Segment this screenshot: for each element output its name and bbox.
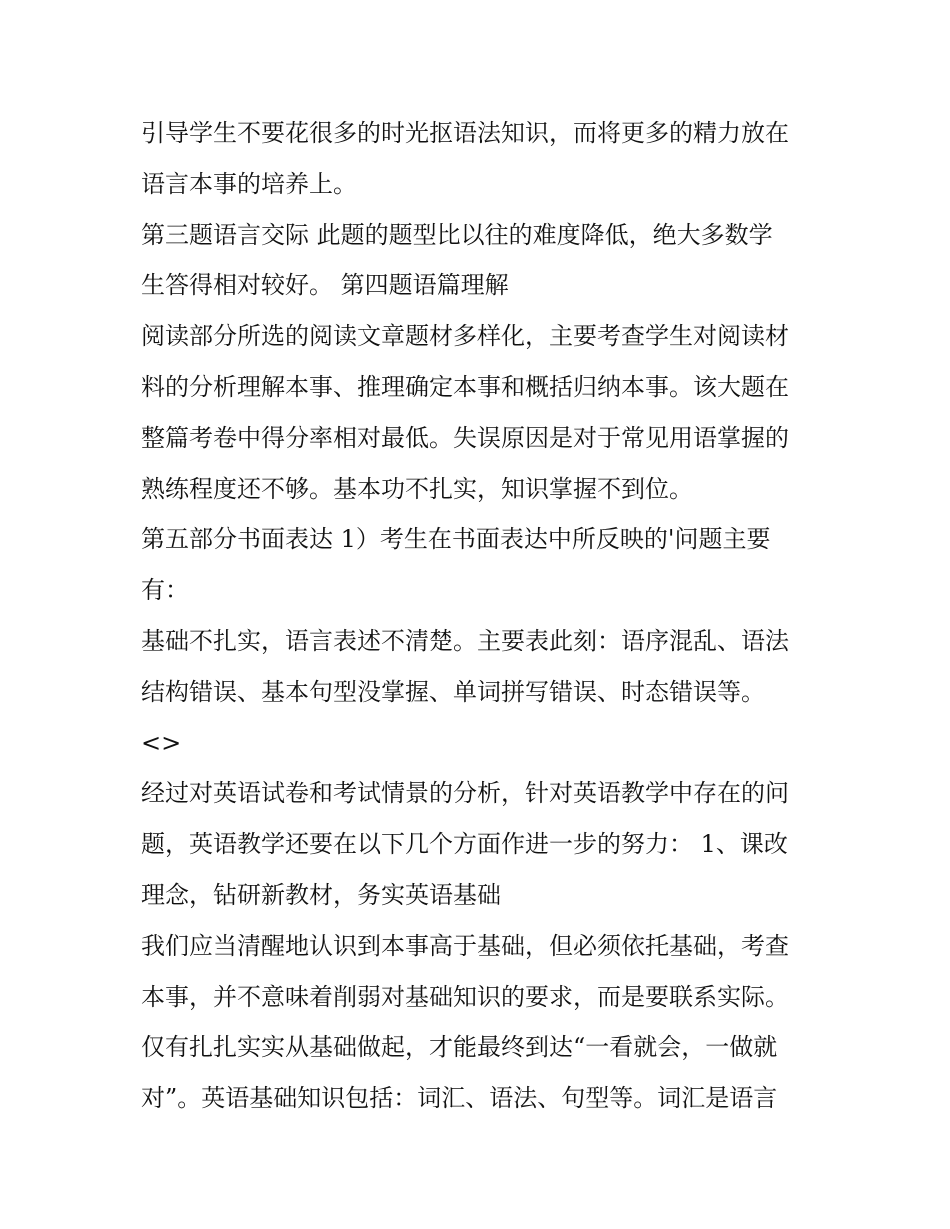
text-line: 结构错误、基本句型没掌握、单词拼写错误、时态错误等。 [141,677,765,706]
text-line: 引导学生不要花很多的时光抠语法知识，而将更多的精力放在 [141,119,789,147]
document-body [141,108,821,1124]
text-line: 第三题语言交际 此题的题型比以往的难度降低，绝大多数学 [141,220,773,249]
text-line: 语言本事的培养上。 [141,169,357,198]
paragraph-writing-problems [141,616,821,718]
text-line: 阅读部分所选的阅读文章题材多样化，主要考查学生对阅读材 [141,322,789,351]
text-line: 题，英语教学还要在以下几个方面作进一步的努力： 1、课改 [141,830,788,859]
paragraph-marker [141,718,821,769]
paragraph-section-three [141,210,821,312]
text-line: 整篇考卷中得分率相对最低。失误原因是对于常见用语掌握的 [141,423,789,452]
text-line: 基础不扎实，语言表述不清楚。主要表此刻：语序混乱、语法 [141,626,789,655]
text-line: <> [141,728,182,757]
text-line: 第五部分书面表达 1）考生在书面表达中所反映的'问题主要 [141,525,771,554]
text-line: 有： [141,576,189,605]
text-line: 仅有扎扎实实从基础做起，才能最终到达“一看就会，一做就 [141,1033,778,1062]
text-line: 熟练程度还不够。基本功不扎实，知识掌握不到位。 [141,474,693,503]
paragraph-reading-analysis [141,311,821,514]
text-line: 本事，并不意味着削弱对基础知识的要求，而是要联系实际。 [141,982,789,1011]
paragraph-grammar-guidance [141,108,821,210]
paragraph-section-five [141,514,821,616]
text-line: 我们应当清醒地认识到本事高于基础，但必须依托基础，考查 [141,931,789,960]
text-line: 对”。英语基础知识包括：词汇、语法、句型等。词汇是语言 [141,1084,778,1113]
paragraph-foundation-knowledge [141,921,821,1124]
text-line: 经过对英语试卷和考试情景的分析，针对英语教学中存在的问 [141,779,789,808]
text-line: 理念，钻研新教材，务实英语基础 [141,880,501,909]
text-line: 生答得相对较好。 第四题语篇理解 [141,271,509,300]
paragraph-teaching-improvements [141,768,821,920]
text-line: 料的分析理解本事、推理确定本事和概括归纳本事。该大题在 [141,372,789,401]
